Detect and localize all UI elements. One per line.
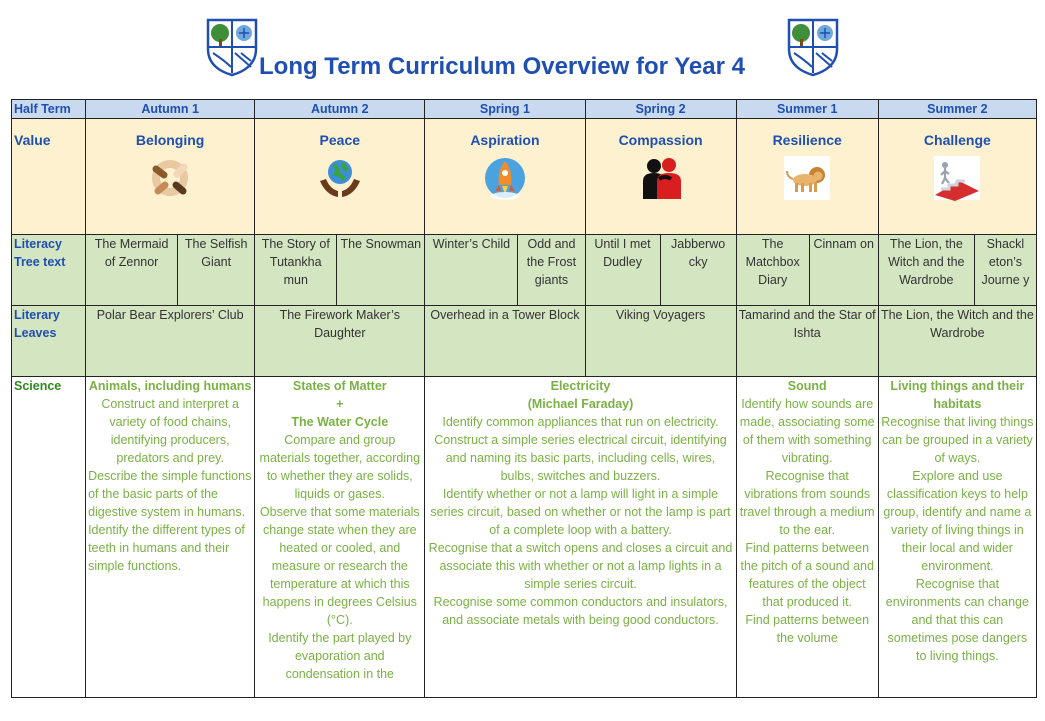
science-objective: Recognise that environments can change and that this can sometimes pose dangers to living things. — [885, 577, 1029, 663]
value-name: Resilience — [772, 132, 842, 148]
tree-text-cell: Cinnam on — [809, 235, 878, 306]
linked-hands-icon — [146, 155, 194, 201]
science-row — [12, 377, 1037, 698]
science-cell-summer-2 — [878, 377, 1036, 698]
lion-icon — [783, 155, 831, 201]
science-topic-person: (Michael Faraday) — [527, 397, 634, 411]
next-level-steps-icon — [933, 155, 981, 201]
science-objective: Recognise that a switch opens and closes a circuit and associate this with whether or not a lamp lights in a simple series circuit. — [428, 541, 733, 591]
science-objective: Identify the different types of teeth in humans and their simple functions. — [88, 523, 245, 573]
row-label-half-term: Half Term — [12, 100, 86, 119]
value-name: Compassion — [618, 132, 703, 148]
science-objective: Identify whether or not a lamp will light in a simple series circuit, based on whether or not the lamp is part of a complete loop with a battery. — [430, 487, 731, 537]
science-objective: Identify common appliances that run on electricity. — [442, 415, 719, 429]
row-label-value: Value — [12, 119, 86, 235]
row-label-science: Science — [12, 377, 86, 698]
science-topic: Animals, including humans — [88, 379, 252, 393]
hands-holding-globe-icon — [316, 155, 364, 201]
value-cell — [736, 119, 878, 235]
science-objective: Identify how sounds are made, associating some of them with something vibrating. — [739, 397, 875, 465]
science-objective: Recognise that vibrations from sounds travel through a medium to the ear. — [739, 469, 875, 537]
term-header: Autumn 1 — [86, 100, 255, 119]
term-header: Autumn 2 — [255, 100, 425, 119]
tree-text-cell: The Lion, the Witch and the Wardrobe — [878, 235, 974, 306]
embracing-people-icon — [637, 155, 685, 201]
science-topic-plus: + — [336, 397, 344, 411]
tree-text-cell: Odd and the Frost giants — [518, 235, 585, 306]
leaves-cell: Tamarind and the Star of Ishta — [736, 306, 878, 377]
science-objective: Recognise some common conductors and insulators, and associate metals with being good conductors. — [433, 595, 728, 627]
science-objective: Observe that some materials change state when they are heated or cooled, and measure or research the temperature at which this happens in degrees Celsius (°C). — [259, 505, 420, 627]
leaves-cell: Overhead in a Tower Block — [425, 306, 585, 377]
tree-text-cell: The Snowman — [337, 235, 425, 306]
row-label-literacy-tree: Literacy Tree text — [12, 235, 86, 306]
leaves-cell: Viking Voyagers — [585, 306, 736, 377]
page-title: Long Term Curriculum Overview for Year 4 — [259, 53, 745, 80]
page-header — [0, 0, 1045, 97]
literary-leaves-row — [12, 306, 1037, 377]
science-objective: Find patterns between the volume — [745, 613, 870, 645]
tree-text-cell: The Selfish Giant — [178, 235, 255, 306]
value-name: Challenge — [923, 132, 991, 148]
value-name: Aspiration — [470, 132, 540, 148]
science-objective: Compare and group materials together, according to whether they are solids, liquids or gases. — [259, 433, 421, 501]
term-header: Spring 1 — [425, 100, 585, 119]
tree-text-cell: The Story of Tutankha mun — [255, 235, 337, 306]
value-cell — [86, 119, 255, 235]
tree-text-cell: The Matchbox Diary — [736, 235, 809, 306]
value-row — [12, 119, 1037, 235]
leaves-cell: The Lion, the Witch and the Wardrobe — [878, 306, 1036, 377]
science-objective: Construct a simple series electrical circuit, identifying and naming its basic parts, including cells, wires, bulbs, switches and buzzers. — [434, 433, 727, 483]
value-name: Peace — [319, 132, 361, 148]
leaves-cell: The Firework Maker’s Daughter — [255, 306, 425, 377]
value-cell — [255, 119, 425, 235]
term-header: Summer 2 — [878, 100, 1036, 119]
science-objective: Construct and interpret a variety of food chains, identifying producers, predators and prey. — [101, 397, 239, 465]
school-crest-icon — [786, 17, 840, 77]
science-objective: Recognise that living things can be grouped in a variety of ways. — [881, 415, 1034, 465]
value-name: Belonging — [135, 132, 205, 148]
tree-text-cell: Until I met Dudley — [585, 235, 660, 306]
science-objective: Describe the simple functions of the basic parts of the digestive system in humans. — [88, 469, 252, 519]
leaves-cell: Polar Bear Explorers’ Club — [86, 306, 255, 377]
tree-text-cell: Jabberwo cky — [660, 235, 736, 306]
term-header: Spring 2 — [585, 100, 736, 119]
science-objective: Find patterns between the pitch of a sound and features of the object that produced it. — [740, 541, 874, 609]
value-cell — [425, 119, 585, 235]
row-label-literary-leaves: Literary Leaves — [12, 306, 86, 377]
science-topic: Sound — [787, 379, 827, 393]
literacy-tree-row — [12, 235, 1037, 306]
curriculum-table — [11, 99, 1037, 698]
science-cell-summer-1 — [736, 377, 878, 698]
science-objective: Explore and use classification keys to help group, identify and name a variety of living things in their local and wider environment. — [883, 469, 1032, 573]
science-topic: Living things and their habitats — [890, 379, 1025, 411]
tree-text-cell: The Mermaid of Zennor — [86, 235, 178, 306]
science-cell-spring — [425, 377, 736, 698]
science-topic: Electricity — [550, 379, 611, 393]
tree-text-cell: Winter’s Child — [425, 235, 518, 306]
term-header: Summer 1 — [736, 100, 878, 119]
half-term-row — [12, 100, 1037, 119]
school-crest-icon — [205, 17, 259, 77]
science-objective: Identify the part played by evaporation and condensation in the — [268, 631, 412, 681]
science-cell-autumn-1 — [86, 377, 255, 698]
science-topic: States of Matter — [292, 379, 387, 393]
value-cell — [585, 119, 736, 235]
rocket-icon — [481, 155, 529, 201]
science-cell-autumn-2 — [255, 377, 425, 698]
science-topic: The Water Cycle — [291, 415, 389, 429]
tree-text-cell: Shackl eton’s Journe y — [974, 235, 1036, 306]
value-cell — [878, 119, 1036, 235]
